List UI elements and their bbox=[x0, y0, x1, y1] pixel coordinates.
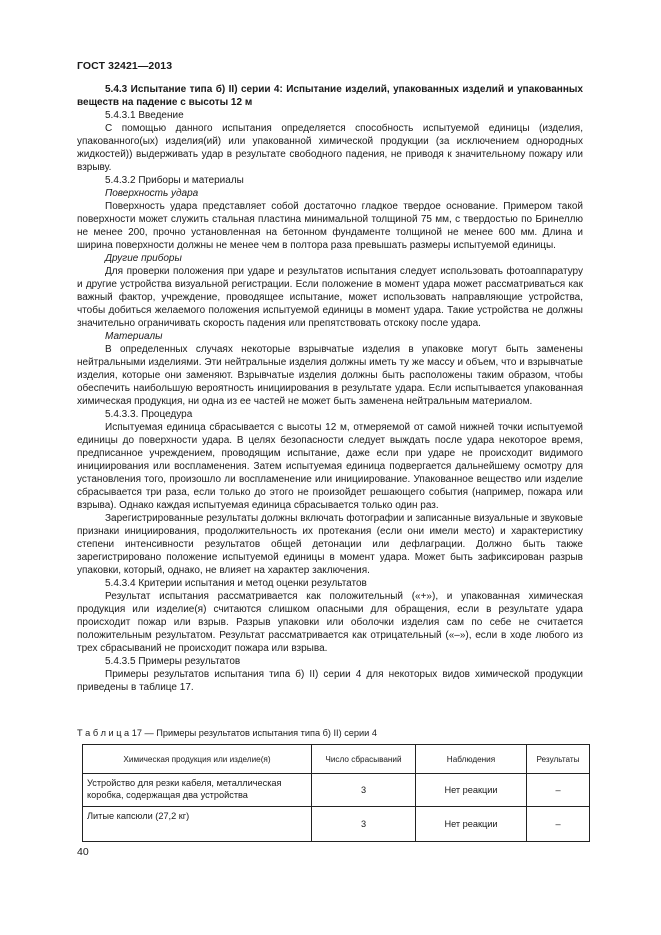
results-table bbox=[82, 744, 590, 842]
observation-cell: Нет реакции bbox=[416, 807, 527, 842]
table-caption: Т а б л и ц а 17 — Примеры результатов испытания типа б) II) серии 4 bbox=[77, 728, 377, 738]
result-cell: – bbox=[527, 774, 590, 807]
column-header: Химическая продукция или изделие(я) bbox=[83, 745, 312, 774]
paragraph: С помощью данного испытания определяется способность испытуемой единицы (изделия, упакованного(ых) изделия(ий) или упакованной химической продукции (за исключением однородных жидкостей)) выдерживать удар в результате свободного падения, не приводя к значительному пожару или взрыву. bbox=[77, 123, 583, 173]
subsection-title: 5.4.3.2 Приборы и материалы bbox=[105, 175, 244, 186]
column-header: Наблюдения bbox=[416, 745, 527, 774]
paragraph: Примеры результатов испытания типа б) II) серии 4 для некоторых видов химической продукции приведены в таблице 17. bbox=[77, 669, 583, 693]
product-cell: Литые капсюли (27,2 кг) bbox=[83, 807, 312, 842]
drops-cell: 3 bbox=[312, 774, 416, 807]
subsection-title: 5.4.3.4 Критерии испытания и метод оценки результатов bbox=[105, 578, 367, 589]
result-cell: – bbox=[527, 807, 590, 842]
column-header: Результаты bbox=[527, 745, 590, 774]
paragraph: Испытуемая единица сбрасывается с высоты 12 м, отмеряемой от самой нижней точки испытуемой единицы до поверхности удара. В целях безопасности следует выждать после удара некоторое время, предписанное учреждением, проводящим испытание, даже если при ударе не происходит видимого инициирования или воспламенения. Затем испытуемая единица подвергается дальнейшему осмотру для установления того, произошло ли воспламенение или инициирование. Упакованное вещество или изделие сбрасывается три раза, если только до этого не произойдет решающего события (например, пожара или взрыва). Однако каждая испытуемая единица сбрасывается только один раз. bbox=[77, 422, 583, 511]
paragraph: Зарегистрированные результаты должны включать фотографии и записанные визуальные и звуковые признаки инициирования, продолжительность их протекания (если они имели место) и характеристику степени интенсивности результатов общей детонации или дефлаграции. Должно быть также зарегистрировано положение испытуемой единицы в момент удара. Может быть зафиксирован разрыв упаковки, который, однако, не влияет на характер заключения. bbox=[77, 513, 583, 576]
table-row bbox=[83, 807, 590, 842]
drops-cell: 3 bbox=[312, 807, 416, 842]
italic-subheading: Поверхность удара bbox=[105, 188, 199, 199]
table-row bbox=[83, 774, 590, 807]
paragraph: В определенных случаях некоторые взрывчатые изделия в упаковке могут быть заменены нейтральными изделиями. Эти нейтральные изделия должны иметь ту же массу и объем, что и взрывчатые изделия, которые они заменяют. Взрывчатые изделия должны быть расположены таким образом, чтобы обеспечить наибольшую вероятность инициирования в результате удара. Если испытывается упакованная химическая продукция, ни одна из ее частей не может быть заменена нейтральным материалом. bbox=[77, 344, 583, 407]
document-header: ГОСТ 32421—2013 bbox=[77, 60, 173, 72]
column-header: Число сбрасываний bbox=[312, 745, 416, 774]
section-heading: 5.4.3 Испытание типа б) II) серии 4: Испытание изделий, упакованных изделий и упакованных веществ на падение с высоты 12 м bbox=[77, 84, 583, 108]
paragraph: Поверхность удара представляет собой достаточно гладкое твердое основание. Примером такой поверхности может служить стальная пластина минимальной толщиной 75 мм, с твердостью по Бринеллю не менее 200, прочно установленная на бетонном фундаменте толщиной не менее 600 мм. Длина и ширина поверхности должны не менее чем в полтора раза превышать размеры испытуемой единицы. bbox=[77, 201, 583, 251]
subsection-title: 5.4.3.1 Введение bbox=[105, 110, 184, 121]
document-body bbox=[77, 83, 583, 694]
italic-subheading: Материалы bbox=[105, 331, 163, 342]
product-cell: Устройство для резки кабеля, металлическая коробка, содержащая два устройства bbox=[83, 774, 312, 807]
paragraph: Результат испытания рассматривается как положительный («+»), и упакованная химическая продукция или изделие(я) считаются слишком опасными для обращения, если в результате удара происходит пожар или взрыв. Разрыв упаковки или оболочки изделия сам по себе не считается положительным результатом. Результат рассматривается как отрицательный («–»), если в ходе любого из трех сбрасываний не происходит пожара или взрыва. bbox=[77, 591, 583, 654]
table-header-row bbox=[83, 745, 590, 774]
page-number: 40 bbox=[77, 846, 89, 858]
subsection-title: 5.4.3.3. Процедура bbox=[105, 409, 193, 420]
observation-cell: Нет реакции bbox=[416, 774, 527, 807]
subsection-title: 5.4.3.5 Примеры результатов bbox=[105, 656, 241, 667]
italic-subheading: Другие приборы bbox=[105, 253, 182, 264]
paragraph: Для проверки положения при ударе и результатов испытания следует использовать фотоаппаратуру и другие устройства визуальной регистрации. Если положение в момент удара может рассматриваться как важный фактор, учреждение, проводящее испытание, может использовать направляющие устройства, чтобы добиться желаемого положения испытуемой единицы в момент удара. Такие устройства не должны значительно ограничивать скорость падения или препятствовать отскоку после удара. bbox=[77, 266, 583, 329]
